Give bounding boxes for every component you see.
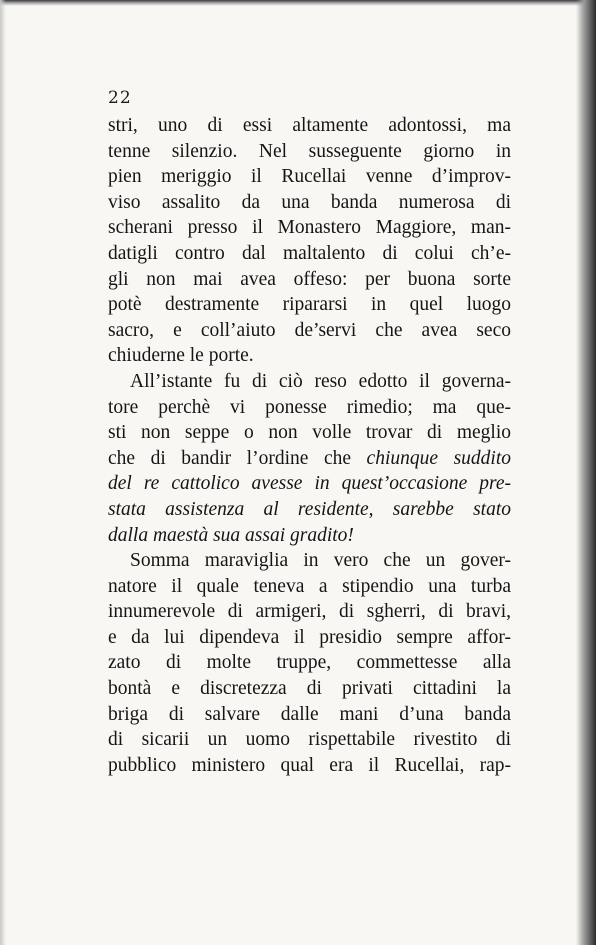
text-line: stata assistenza al residente, sarebbe stato (108, 498, 511, 520)
page-number: 22 (108, 88, 132, 108)
text-line: sacro, e coll’aiuto de’servi che avea seco (108, 319, 511, 341)
text-line: tore perchè vi ponesse rimedio; ma que- (108, 396, 511, 418)
page-gutter-shadow (576, 0, 596, 945)
text-line: pien meriggio il Rucellai venne d’improv- (108, 166, 511, 188)
text-line: sti non seppe o non volle trovar di meglio (108, 422, 511, 444)
page-left-edge-shadow (0, 0, 6, 945)
text-line: natore il quale teneva a stipendio una turba (108, 575, 511, 597)
body-text (108, 113, 511, 778)
text-line: scherani presso il Monastero Maggiore, man- (108, 217, 511, 239)
page-top-edge-shadow (0, 0, 596, 6)
text-line: chiuderne le porte. (108, 345, 254, 367)
text-line: innumerevole di armigeri, di sgherri, di bravi, (108, 601, 511, 623)
text-line: di sicarii un uomo rispettabile rivestito di (108, 729, 511, 751)
text-line: e da lui dipendeva il presidio sempre affor- (108, 626, 511, 648)
italic-text-segment: chiunque suddito (366, 447, 511, 469)
text-line: tenne silenzio. Nel susseguente giorno in (108, 140, 511, 162)
text-segment: che di bandir l’ordine che (108, 447, 367, 469)
text-line: datigli contro dal maltalento di colui ch’e- (108, 242, 511, 264)
text-line: briga di salvare dalle mani d’una banda (108, 703, 511, 725)
text-line: dalla maestà sua assai gradito! (108, 524, 354, 546)
text-line (108, 446, 511, 472)
text-line: All’istante fu di ciò reso edotto il governa- (130, 370, 511, 392)
text-line: gli non mai avea offeso: per buona sorte (108, 268, 511, 290)
text-line: potè destramente ripararsi in quel luogo (108, 294, 511, 316)
text-line: stri, uno di essi altamente adontossi, ma (108, 115, 511, 136)
text-line: zato di molte truppe, commettesse alla (108, 652, 511, 674)
text-line: bontà e discretezza di privati cittadini la (108, 678, 511, 700)
text-line: Somma maraviglia in vero che un gover- (130, 550, 511, 572)
text-line: del re cattolico avesse in quest’occasione pre- (108, 473, 511, 495)
text-line: pubblico ministero qual era il Rucellai, rap- (108, 754, 511, 776)
text-line: viso assalito da una banda numerosa di (108, 191, 511, 213)
